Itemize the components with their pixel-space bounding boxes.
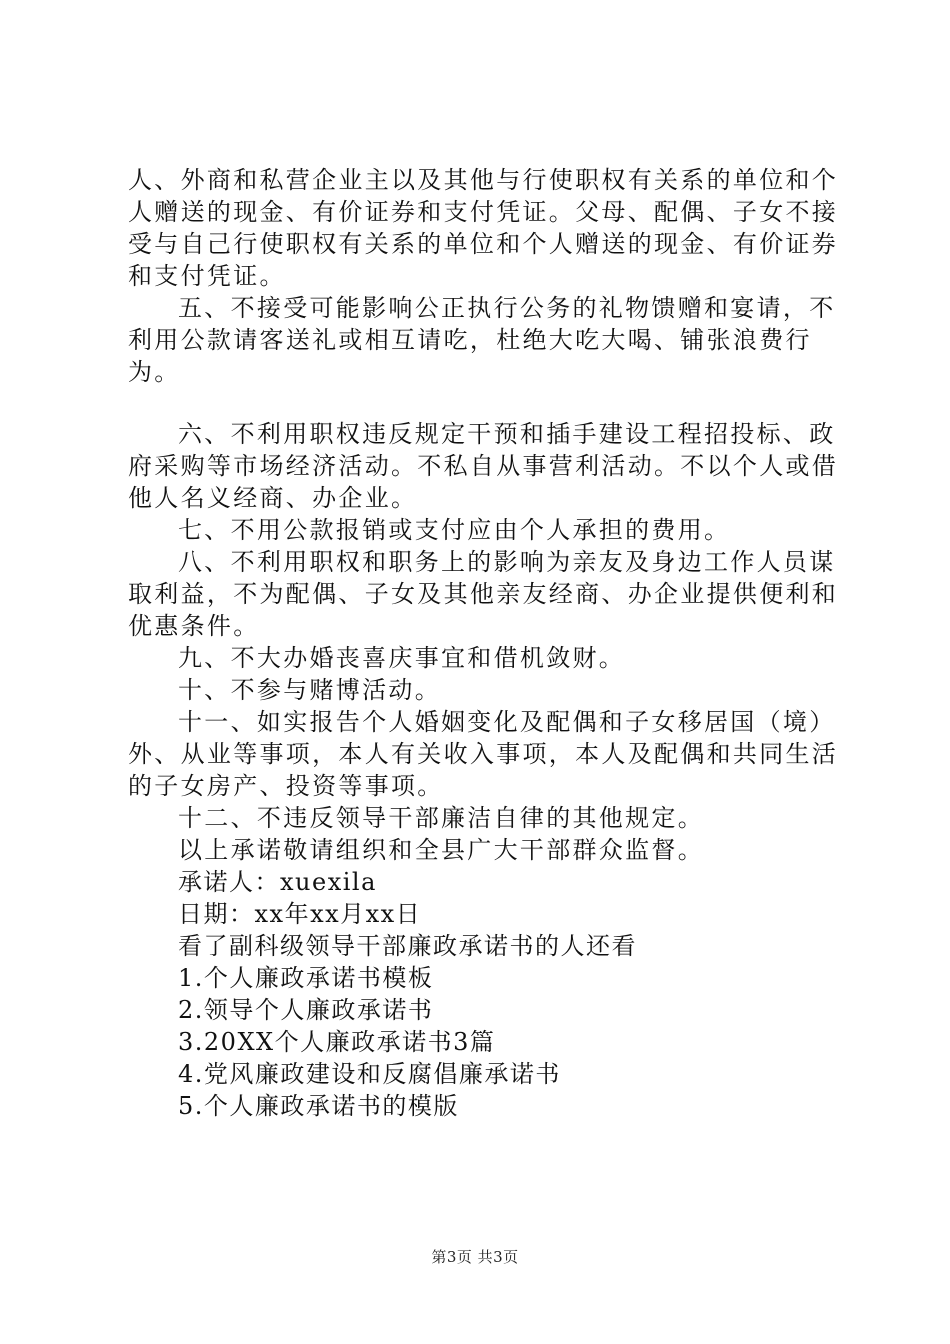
paragraph-item-8: 八、不利用职权和职务上的影响为亲友及身边工作人员谋取利益，不为配偶、子女及其他亲友经商、办企业提供便利和优惠条件。 (128, 548, 839, 640)
date-line: 日期：xx年xx月xx日 (178, 900, 422, 928)
related-link-4[interactable]: 4.党风廉政建设和反腐倡廉承诺书 (178, 1060, 561, 1088)
document-body (128, 164, 840, 1122)
related-link-3[interactable]: 3.20XX个人廉政承诺书3篇 (178, 1028, 496, 1056)
paragraph-item-6: 六、不利用职权违反规定干预和插手建设工程招投标、政府采购等市场经济活动。不私自从事营利活动。不以个人或借他人名义经商、办企业。 (128, 420, 839, 512)
paragraph-gap (128, 388, 840, 418)
page-footer: 第3页 共3页 (431, 1248, 519, 1266)
paragraph-continued: 人、外商和私营企业主以及其他与行使职权有关系的单位和个人赠送的现金、有价证券和支付凭证。父母、配偶、子女不接受与自己行使职权有关系的单位和个人赠送的现金、有价证券和支付凭证。 (128, 166, 839, 290)
paragraph-item-12: 十二、不违反领导干部廉洁自律的其他规定。 (178, 804, 704, 832)
related-heading: 看了副科级领导干部廉政承诺书的人还看 (178, 932, 637, 960)
paragraph-item-10: 十、不参与赌博活动。 (178, 676, 441, 704)
paragraph-item-11: 十一、如实报告个人婚姻变化及配偶和子女移居国（境）外、从业等事项，本人有关收入事项，本人及配偶和共同生活的子女房产、投资等事项。 (128, 708, 839, 800)
paragraph-closing: 以上承诺敬请组织和全县广大干部群众监督。 (178, 836, 704, 864)
paragraph-item-9: 九、不大办婚丧喜庆事宜和借机敛财。 (178, 644, 626, 672)
related-link-2[interactable]: 2.领导个人廉政承诺书 (178, 996, 434, 1024)
paragraph-item-7: 七、不用公款报销或支付应由个人承担的费用。 (178, 516, 731, 544)
paragraph-item-5: 五、不接受可能影响公正执行公务的礼物馈赠和宴请，不利用公款请客送礼或相互请吃，杜绝大吃大喝、铺张浪费行为。 (128, 294, 836, 386)
related-link-1[interactable]: 1.个人廉政承诺书模板 (178, 964, 434, 992)
related-link-5[interactable]: 5.个人廉政承诺书的模版 (178, 1092, 459, 1120)
signer-line: 承诺人：xuexila (178, 868, 377, 896)
